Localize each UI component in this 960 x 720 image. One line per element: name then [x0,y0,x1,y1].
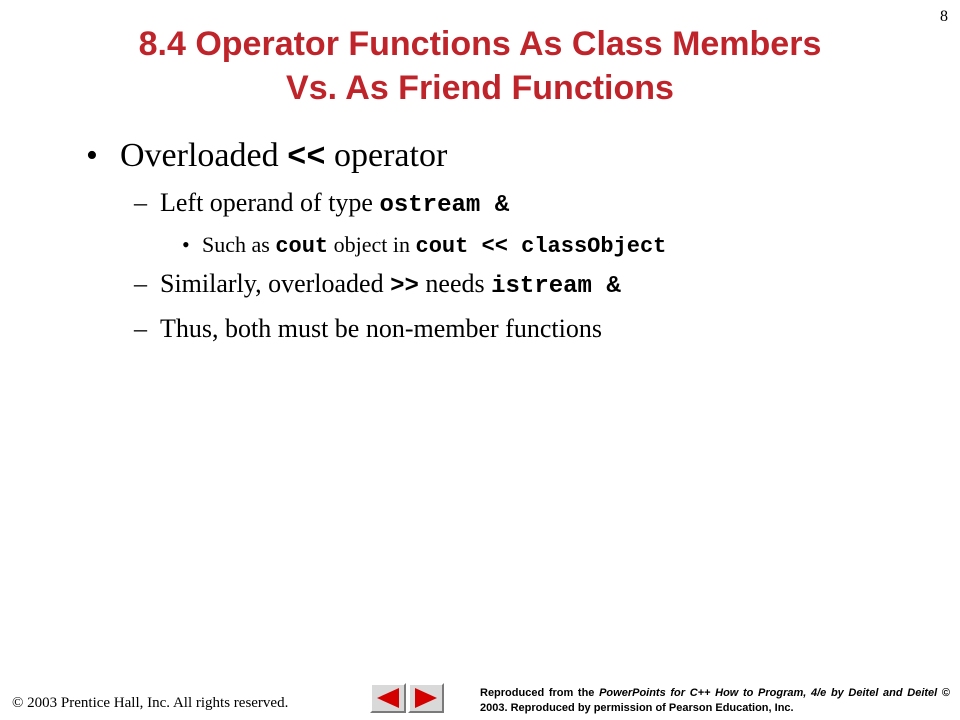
slide-navigation [370,683,444,713]
subbullet-left-operand [134,187,509,222]
bullet-overloaded-operator [86,136,447,178]
page-number: 8 [940,8,948,25]
bullet-dot: • [182,232,190,257]
bullet-dot: • [86,137,98,174]
bullet-dash: – [134,188,147,217]
code-ostream: ostream & [379,192,510,219]
reproduction-credit [480,686,950,716]
bullet-text: Similarly, overloaded [160,269,391,298]
code-cout: cout [275,234,329,259]
code-extraction-operator: >> [390,273,419,300]
bullet-text: Overloaded [120,137,288,174]
bullet-text: Such as [202,232,276,257]
slide-title [0,22,960,110]
bullet-text: Thus, both must be non-member functions [160,314,602,343]
arrow-right-icon [413,687,439,709]
credit-book-title: PowerPoints for C++ How to Program, 4/e by Deitel and Deitel [599,687,938,699]
copyright-symbol: © [12,695,24,711]
slide-title-line-2: Vs. As Friend Functions [286,69,674,107]
code-operator: << [287,139,326,176]
subbullet-similarly [134,268,621,303]
credit-text: © 2003. Reproduced by permission of Pearson Education, Inc. [480,687,950,714]
subsubbullet-such-as [182,231,666,261]
bullet-text: needs [418,269,492,298]
copyright-text: 2003 Prentice Hall, Inc. All rights reserved. [23,695,289,711]
bullet-dash: – [134,269,147,298]
next-slide-button[interactable] [408,683,444,713]
arrow-left-icon [375,687,401,709]
code-cout-expression: cout << classObject [415,234,667,259]
subbullet-thus [134,313,602,345]
slide-title-line-1: 8.4 Operator Functions As Class Members [138,25,822,63]
bullet-dash: – [134,314,147,343]
previous-slide-button[interactable] [370,683,406,713]
bullet-text: object in [328,232,416,257]
code-istream: istream & [491,273,621,300]
copyright-notice [12,695,288,712]
bullet-text: operator [325,137,448,174]
bullet-text: Left operand of type [160,188,380,217]
credit-text: Reproduced from the [480,687,600,699]
